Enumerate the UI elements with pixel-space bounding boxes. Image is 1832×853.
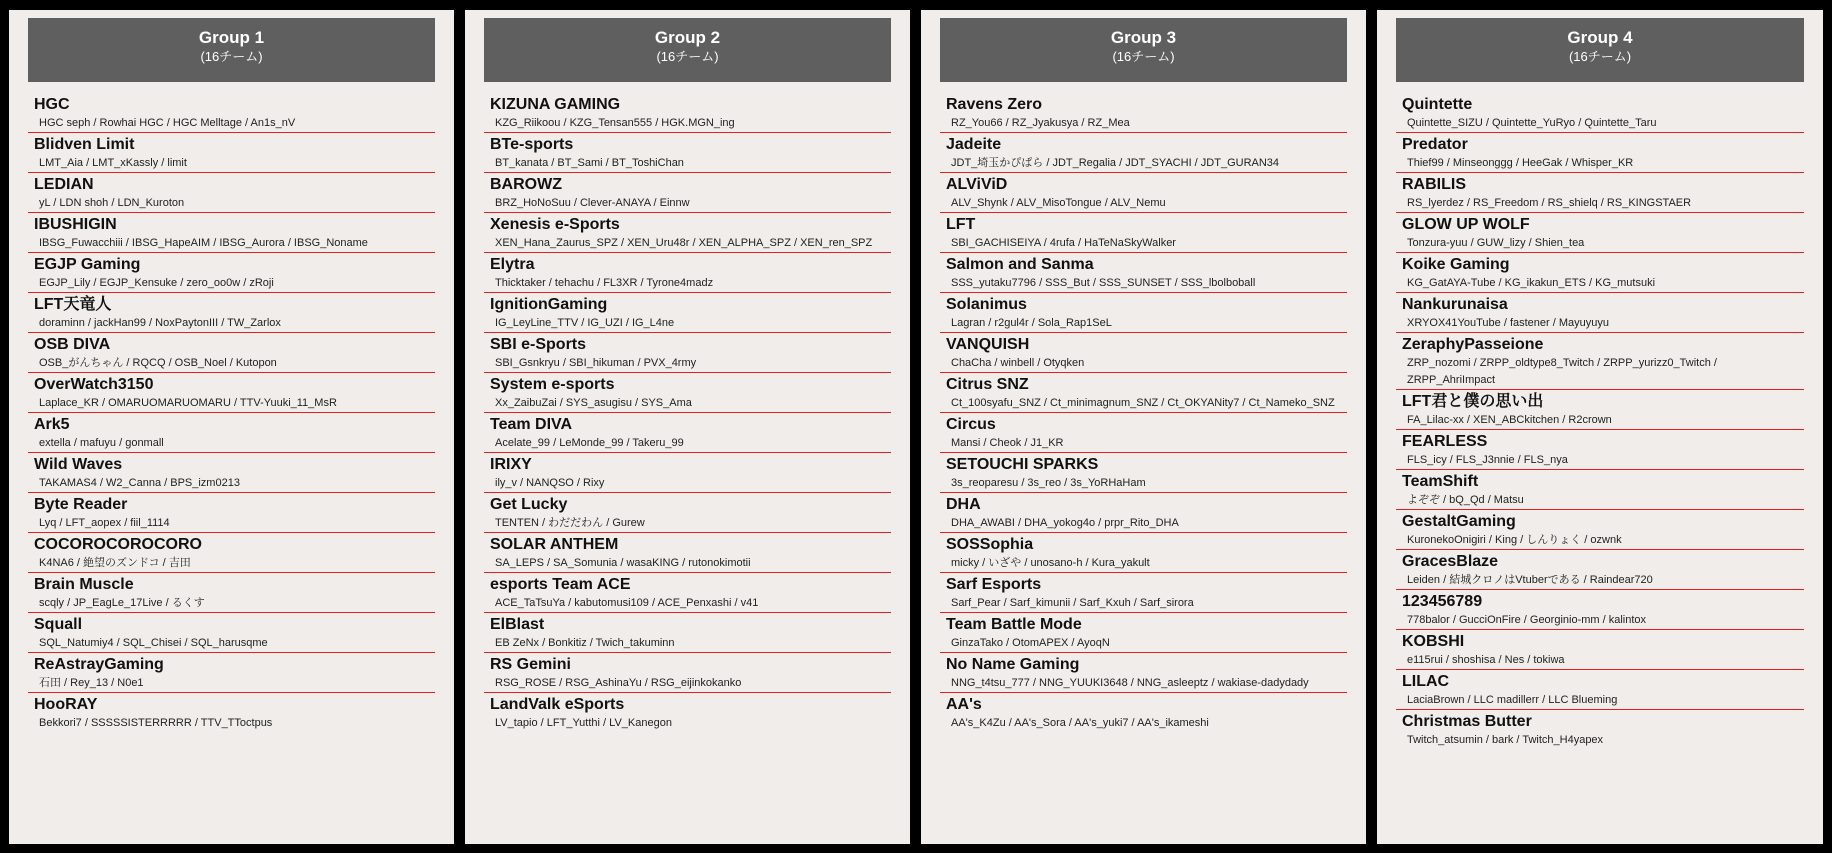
team-members: 3s_reoparesu / 3s_reo / 3s_YoRHaHam (951, 477, 1146, 489)
team-name: Jadeite (946, 136, 1002, 153)
team-row (940, 133, 1347, 173)
team-row (1396, 173, 1804, 213)
team-name: LEDIAN (34, 176, 94, 193)
team-row (1396, 430, 1804, 470)
team-members: FLS_icy / FLS_J3nnie / FLS_nya (1407, 454, 1568, 466)
group-header (1396, 18, 1804, 82)
team-row (940, 93, 1347, 133)
team-row (28, 413, 435, 453)
team-name: VANQUISH (946, 336, 1030, 353)
team-name: Team DIVA (490, 416, 573, 433)
team-row (1396, 93, 1804, 133)
team-name: Byte Reader (34, 496, 128, 513)
group-panel-3 (921, 10, 1366, 844)
team-members: e115rui / shoshisa / Nes / tokiwa (1407, 654, 1565, 666)
team-members: よぞぞ / bQ_Qd / Matsu (1407, 494, 1524, 506)
team-name: LandValk eSports (490, 696, 625, 713)
team-name: No Name Gaming (946, 656, 1080, 673)
team-row (940, 333, 1347, 373)
team-row (28, 333, 435, 373)
team-name: 123456789 (1402, 593, 1483, 610)
team-name: esports Team ACE (490, 576, 631, 593)
team-list (1396, 93, 1804, 749)
team-members: ChaCha / winbell / Otyqken (951, 357, 1085, 369)
team-row (484, 253, 891, 293)
team-members: TAKAMAS4 / W2_Canna / BPS_izm0213 (39, 477, 240, 489)
team-members: NNG_t4tsu_777 / NNG_YUUKI3648 / NNG_asleeptz / wakiase-dadydady (951, 677, 1309, 689)
team-name: Ravens Zero (946, 96, 1043, 113)
team-members: SA_LEPS / SA_Somunia / wasaKING / rutonokimotii (495, 557, 751, 569)
team-members: HGC seph / Rowhai HGC / HGC Melltage / An1s_nV (39, 117, 296, 129)
team-row (1396, 333, 1804, 390)
team-members: doraminn / jackHan99 / NoxPaytonIII / TW_Zarlox (39, 317, 281, 329)
team-members: Ct_100syafu_SNZ / Ct_minimagnum_SNZ / Ct_OKYANity7 / Ct_Nameko_SNZ (951, 397, 1335, 409)
team-row (28, 573, 435, 613)
team-row (28, 533, 435, 573)
team-row (940, 373, 1347, 413)
team-members: SBI_Gsnkryu / SBI_hikuman / PVX_4rmy (495, 357, 697, 369)
team-row (484, 613, 891, 653)
team-members: IBSG_Fuwacchiii / IBSG_HapeAIM / IBSG_Aurora / IBSG_Noname (39, 237, 368, 249)
team-row (1396, 550, 1804, 590)
team-name: SOSSophia (946, 536, 1034, 553)
team-name: Brain Muscle (34, 576, 134, 593)
team-row (940, 493, 1347, 533)
team-members: LaciaBrown / LLC madillerr / LLC Blueming (1407, 694, 1618, 706)
team-row (940, 693, 1347, 732)
team-row (484, 693, 891, 732)
team-row (940, 173, 1347, 213)
team-members: DHA_AWABI / DHA_yokog4o / prpr_Rito_DHA (951, 517, 1179, 529)
group-panel-4 (1377, 10, 1823, 844)
team-list (940, 93, 1347, 732)
team-name: FEARLESS (1402, 433, 1488, 450)
team-members: micky / いざや / unosano-h / Kura_yakult (951, 557, 1150, 569)
team-row (1396, 133, 1804, 173)
team-name: Solanimus (946, 296, 1027, 313)
team-row (28, 373, 435, 413)
team-members: Laplace_KR / OMARUOMARUOMARU / TTV-Yuuki_11_MsR (39, 397, 337, 409)
team-name: HooRAY (34, 696, 98, 713)
team-members: LV_tapio / LFT_Yutthi / LV_Kanegon (495, 717, 672, 729)
group-header (28, 18, 435, 82)
team-row (484, 173, 891, 213)
team-list (484, 93, 891, 732)
team-members: ZRP_nozomi / ZRPP_oldtype8_Twitch / ZRPP_yurizz0_Twitch / ZRPP_AhriImpact (1407, 357, 1717, 386)
team-row (484, 573, 891, 613)
group-header (484, 18, 891, 82)
team-row (28, 653, 435, 693)
team-name: Ark5 (34, 416, 70, 433)
team-name: Squall (34, 616, 83, 633)
team-row (940, 613, 1347, 653)
team-members: Quintette_SIZU / Quintette_YuRyo / Quintette_Taru (1407, 117, 1657, 129)
team-name: ElBlast (490, 616, 545, 633)
team-name: Nankurunaisa (1402, 296, 1508, 313)
team-members: Sarf_Pear / Sarf_kimunii / Sarf_Kxuh / Sarf_sirora (951, 597, 1194, 609)
team-row (940, 413, 1347, 453)
team-row (484, 653, 891, 693)
team-members: BRZ_HoNoSuu / Clever-ANAYA / Einnw (495, 197, 690, 209)
team-name: Wild Waves (34, 456, 123, 473)
team-name: TeamShift (1402, 473, 1479, 490)
team-row (1396, 293, 1804, 333)
team-members: Lagran / r2gul4r / Sola_Rap1SeL (951, 317, 1112, 329)
team-members: XEN_Hana_Zaurus_SPZ / XEN_Uru48r / XEN_ALPHA_SPZ / XEN_ren_SPZ (495, 237, 873, 249)
team-members: FA_Lilac-xx / XEN_ABCkitchen / R2crown (1407, 414, 1612, 426)
team-members: yL / LDN shoh / LDN_Kuroton (39, 197, 185, 209)
team-members: RS_lyerdez / RS_Freedom / RS_shielq / RS_KINGSTAER (1407, 197, 1692, 209)
team-name: RABILIS (1402, 176, 1466, 193)
group-header (940, 18, 1347, 82)
team-members: Thief99 / Minseonggg / HeeGak / Whisper_KR (1407, 157, 1634, 169)
team-name: BAROWZ (490, 176, 562, 193)
team-name: Christmas Butter (1402, 713, 1532, 730)
team-members: Thicktaker / tehachu / FL3XR / Tyrone4madz (495, 277, 714, 289)
team-name: IRIXY (490, 456, 532, 473)
team-name: Quintette (1402, 96, 1473, 113)
team-members: JDT_埼玉かぴぱら / JDT_Regalia / JDT_SYACHI / JDT_GURAN34 (951, 157, 1280, 169)
team-name: IgnitionGaming (490, 296, 608, 313)
team-row (484, 133, 891, 173)
group-subtitle: (16チーム) (200, 49, 263, 64)
team-row (28, 253, 435, 293)
group-title: Group 1 (198, 28, 265, 47)
team-members: Tonzura-yuu / GUW_lizy / Shien_tea (1407, 237, 1585, 249)
team-name: RS Gemini (490, 656, 571, 673)
group-subtitle: (16チーム) (1568, 49, 1632, 64)
team-row (28, 133, 435, 173)
team-name: GestaltGaming (1402, 513, 1516, 530)
team-name: Get Lucky (490, 496, 568, 513)
team-name: GracesBlaze (1402, 553, 1499, 570)
team-row (28, 493, 435, 533)
team-name: Koike Gaming (1402, 256, 1510, 273)
team-name: Xenesis e-Sports (490, 216, 620, 233)
team-name: LFT天竜人 (34, 296, 112, 313)
team-members: KZG_Riikoou / KZG_Tensan555 / HGK.MGN_ing (495, 117, 735, 129)
team-members: extella / mafuyu / gonmall (39, 437, 164, 449)
team-row (1396, 630, 1804, 670)
team-row (28, 293, 435, 333)
team-row (940, 533, 1347, 573)
group-title: Group 2 (654, 28, 721, 47)
team-row (484, 213, 891, 253)
team-row (28, 173, 435, 213)
team-members: LMT_Aia / LMT_xKassly / limit (39, 157, 187, 169)
team-name: OverWatch3150 (34, 376, 154, 393)
team-members: 石田 / Rey_13 / N0e1 (39, 677, 144, 689)
team-members: TENTEN / わだだわん / Gurew (495, 517, 645, 529)
team-members: RZ_You66 / RZ_Jyakusya / RZ_Mea (951, 117, 1130, 129)
team-row (1396, 253, 1804, 293)
team-members: ily_v / NANQSO / Rixy (495, 477, 605, 489)
team-members: EB ZeNx / Bonkitiz / Twich_takuminn (495, 637, 675, 649)
team-members: AA's_K4Zu / AA's_Sora / AA's_yuki7 / AA's_ikameshi (951, 717, 1209, 729)
team-name: ALViViD (946, 176, 1008, 193)
team-members: ALV_Shynk / ALV_MisoTongue / ALV_Nemu (951, 197, 1166, 209)
team-members: Lyq / LFT_aopex / fiil_1114 (39, 517, 170, 529)
group-subtitle: (16チーム) (656, 49, 719, 64)
team-name: System e-sports (490, 376, 615, 393)
team-row (940, 213, 1347, 253)
team-name: IBUSHIGIN (34, 216, 117, 233)
team-members: KuronekoOnigiri / King / しんりょく / ozwnk (1407, 534, 1622, 546)
team-members: 778balor / GucciOnFire / Georginio-mm / kalintox (1407, 614, 1647, 626)
team-row (28, 613, 435, 653)
team-row (940, 453, 1347, 493)
team-row (484, 373, 891, 413)
team-row (484, 493, 891, 533)
team-members: Leiden / 結城クロノはVtuberである / Raindear720 (1407, 574, 1653, 586)
team-name: Blidven Limit (34, 136, 135, 153)
team-members: BT_kanata / BT_Sami / BT_ToshiChan (495, 157, 684, 169)
team-name: KOBSHI (1402, 633, 1465, 650)
team-name: ReAstrayGaming (34, 656, 164, 673)
team-members: XRYOX41YouTube / fastener / Mayuyuyu (1407, 317, 1609, 329)
team-row (940, 573, 1347, 613)
group-panel-1 (9, 10, 454, 844)
team-name: Team Battle Mode (946, 616, 1082, 633)
team-members: ACE_TaTsuYa / kabutomusi109 / ACE_Penxashi / v41 (495, 597, 759, 609)
team-name: SETOUCHI SPARKS (946, 456, 1099, 473)
team-members: EGJP_Lily / EGJP_Kensuke / zero_oo0w / zRoji (39, 277, 274, 289)
team-row (484, 413, 891, 453)
team-members: IG_LeyLine_TTV / IG_UZI / IG_L4ne (495, 317, 675, 329)
team-list (28, 93, 435, 732)
team-row (28, 453, 435, 493)
team-members: KG_GatAYA-Tube / KG_ikakun_ETS / KG_mutsuki (1407, 277, 1656, 289)
team-members: OSB_がんちゃん / RQCQ / OSB_Noel / Kutopon (39, 357, 277, 369)
team-members: Bekkori7 / SSSSSISTERRRRR / TTV_TToctpus (39, 717, 273, 729)
team-members: Mansi / Cheok / J1_KR (951, 437, 1064, 449)
team-members: scqly / JP_EagLe_17Live / るくす (39, 597, 205, 609)
team-name: Salmon and Sanma (946, 256, 1094, 273)
team-row (484, 293, 891, 333)
team-name: ZeraphyPasseione (1402, 336, 1544, 353)
team-members: Xx_ZaibuZai / SYS_asugisu / SYS_Ama (495, 397, 692, 409)
team-row (28, 693, 435, 732)
team-row (1396, 590, 1804, 630)
team-row (28, 213, 435, 253)
group-title: Group 4 (1567, 28, 1633, 47)
team-name: Sarf Esports (946, 576, 1042, 593)
team-row (484, 93, 891, 133)
team-row (1396, 213, 1804, 253)
team-name: AA's (946, 696, 982, 713)
team-row (940, 653, 1347, 693)
team-name: HGC (34, 96, 70, 113)
team-row (28, 93, 435, 133)
team-name: GLOW UP WOLF (1402, 216, 1530, 233)
team-name: Citrus SNZ (946, 376, 1029, 393)
team-row (940, 253, 1347, 293)
team-name: OSB DIVA (34, 336, 111, 353)
team-members: Acelate_99 / LeMonde_99 / Takeru_99 (495, 437, 684, 449)
team-name: SOLAR ANTHEM (490, 536, 619, 553)
team-name: LFT君と僕の思い出 (1402, 393, 1544, 410)
team-name: KIZUNA GAMING (490, 96, 621, 113)
team-members: Twitch_atsumin / bark / Twitch_H4yapex (1407, 734, 1604, 746)
team-name: Circus (946, 416, 996, 433)
team-row (484, 533, 891, 573)
group-subtitle: (16チーム) (1112, 49, 1175, 64)
team-row (1396, 510, 1804, 550)
team-members: SBI_GACHISEIYA / 4rufa / HaTeNaSkyWalker (951, 237, 1176, 249)
team-name: LILAC (1402, 673, 1450, 690)
team-name: LFT (946, 216, 976, 233)
team-members: RSG_ROSE / RSG_AshinaYu / RSG_eijinkokanko (495, 677, 742, 689)
team-name: Elytra (490, 256, 535, 273)
team-name: COCOROCOROCORO (34, 536, 202, 553)
team-row (1396, 390, 1804, 430)
team-row (484, 453, 891, 493)
team-name: BTe-sports (490, 136, 574, 153)
group-panel-2 (465, 10, 910, 844)
team-name: EGJP Gaming (34, 256, 141, 273)
team-row (1396, 710, 1804, 749)
team-name: Predator (1402, 136, 1468, 153)
team-name: SBI e-Sports (490, 336, 587, 353)
team-members: SQL_Natumiy4 / SQL_Chisei / SQL_harusqme (39, 637, 268, 649)
team-members: GinzaTako / OtomAPEX / AyoqN (951, 637, 1110, 649)
team-row (1396, 670, 1804, 710)
team-row (940, 293, 1347, 333)
team-row (1396, 470, 1804, 510)
team-members: K4NA6 / 絶望のズンドコ / 吉田 (39, 557, 191, 569)
team-row (484, 333, 891, 373)
group-title: Group 3 (1110, 28, 1177, 47)
team-name: DHA (946, 496, 981, 513)
team-members: SSS_yutaku7796 / SSS_But / SSS_SUNSET / SSS_lbolboball (951, 277, 1256, 289)
